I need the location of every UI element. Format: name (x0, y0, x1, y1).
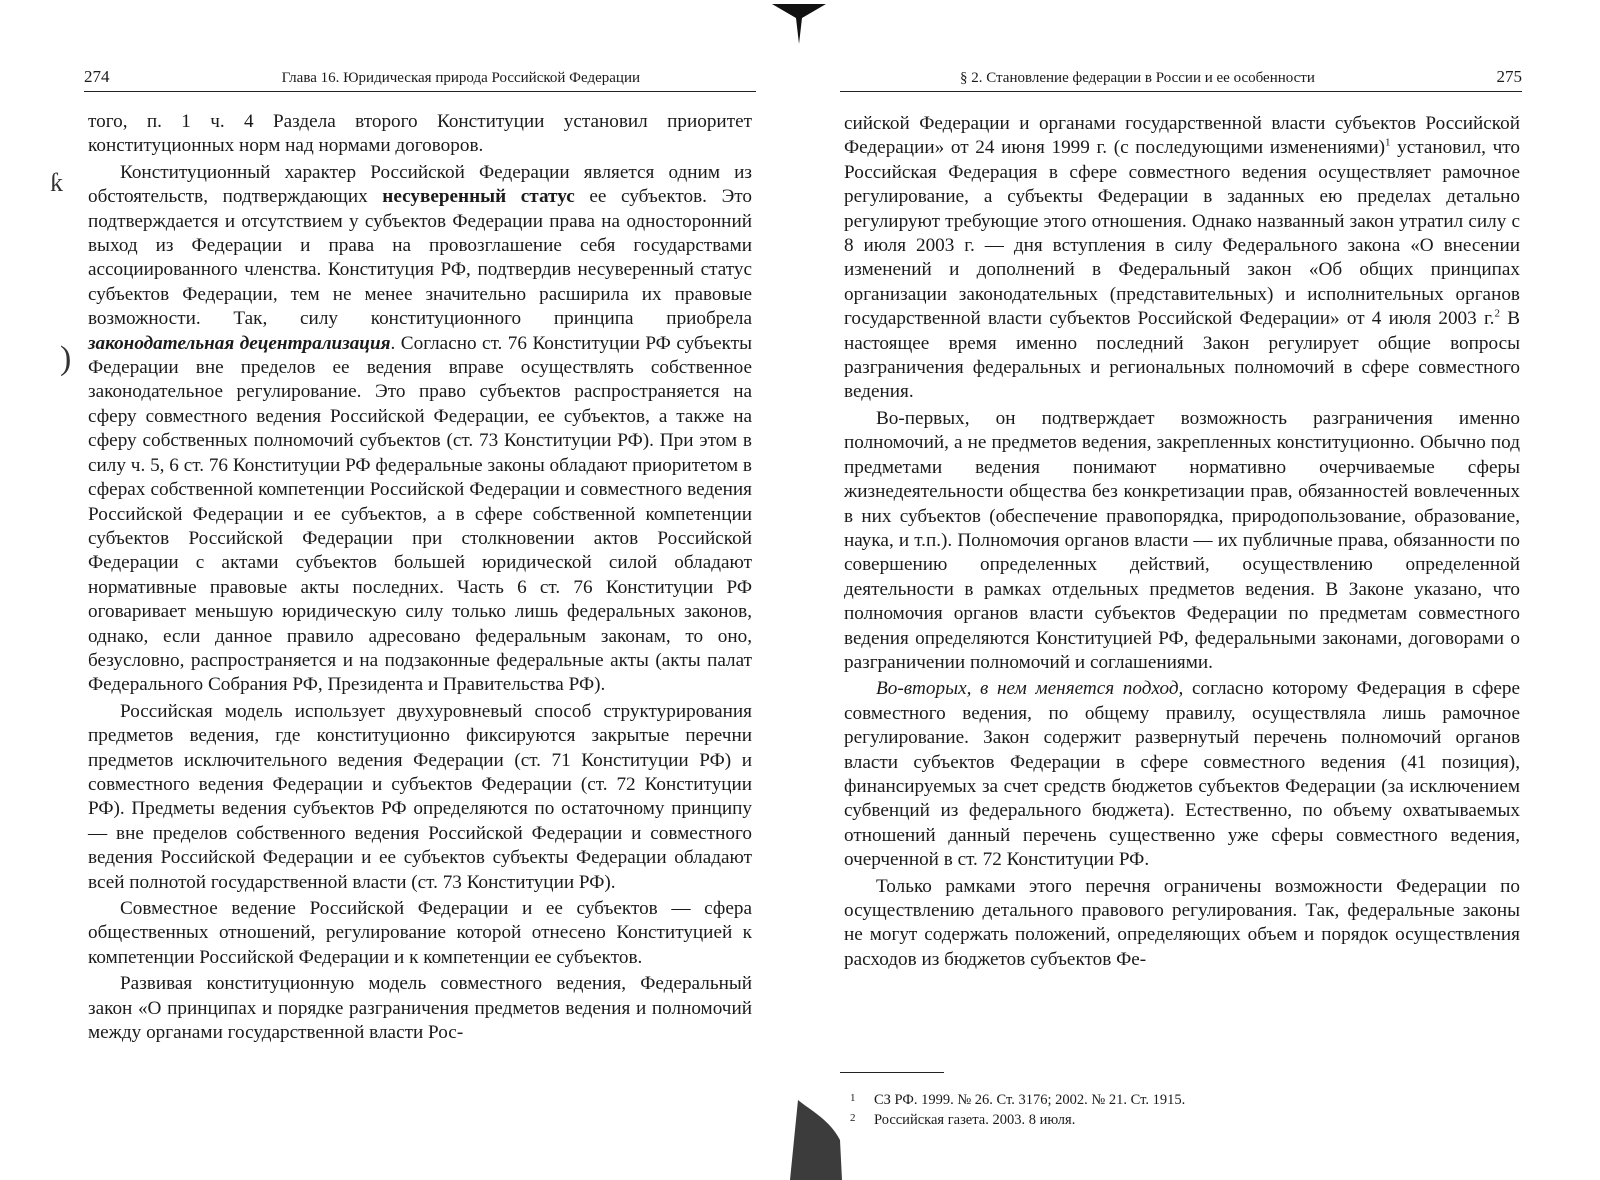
handwritten-bracket: ) (60, 340, 72, 377)
italic-run: Во-вторых, в нем меняется подход, (876, 678, 1184, 700)
paragraph (844, 677, 1520, 872)
footnote: 1 СЗ РФ. 1999. № 26. Ст. 3176; 2002. № 21. Ст. 1915. (850, 1092, 1186, 1108)
text-run: . Согласно ст. 76 Конституции РФ субъекты Федерации вне пределов ее ведения вправе осуществлять собственное законодательное регулирование. Это право субъектов распространяется на сферу совместного ведения Российской Федерации, ее субъектов, а также на сферу собственных полномочий субъектов (ст. 73 Конституции РФ). При этом в силу ч. 5, 6 ст. 76 Конституции РФ федеральные законы обладают приоритетом в сферах собственной компетенции Российской Федерации и совместного ведения Российской Федерации и ее субъектов, а в сфере собственной компетенции субъектов Российской Федерации при столкновении актов Российской Федерации с актами субъектов большей юридической силой обладают нормативные правовые акты последних. Часть 6 ст. 76 Конституции РФ оговаривает меньшую юридическую силу только лишь федеральных законов, однако, если данное правило адресовано федеральным законам, то оно, безусловно, распространяется и на подзаконные федеральные акты (акты палат Федерального Собрания РФ, Президента и Правительства РФ). (88, 332, 752, 696)
footnotes (840, 1090, 1500, 1130)
bold-italic-term: законодательная децентрализация (88, 332, 391, 354)
text-run: Конституционный характер Российской Федерации является одним из обстоятельств, подтверждающих (88, 161, 752, 208)
footnote: 2 Российская газета. 2003. 8 июля. (850, 1112, 1076, 1128)
right-page-header (840, 64, 1522, 92)
paragraph: Во-первых, он подтверждает возможность разграничения именно полномочий, а не предметов ведения, закрепленных конституционно. Обычно под предметами ведения понимают нормативно очерчиваемые сферы жизнедеятельности общества без конкретизации прав, обязанностей вовлеченных в них субъектов (обеспечение правопорядка, природопользование, образование, наука, и т.п.). Полномочия органов власти — их публичные права, обязанности по совершению определенных действий, осуществлению определенной деятельности в рамках отдельных предметов ведения. В Законе указано, что полномочия органов власти субъектов Федерации по предметам совместного ведения определяются Конституцией РФ, федеральными законами, договорами о разграничении полномочий и соглашениями. (844, 407, 1520, 673)
right-page (800, 0, 1600, 1180)
footnote-text: Российская газета. 2003. 8 июля. (874, 1112, 1076, 1128)
handwritten-mark: ƙ (50, 168, 63, 197)
footnote-divider (840, 1072, 944, 1073)
paragraph: того, п. 1 ч. 4 Раздела второго Конституции установил приоритет конституционных норм над нормами договоров. (88, 111, 752, 157)
text-run: установил, что Российская Федерация в сфере совместного ведения осуществляет рамочное регулирование, а субъекты Федерации в заданных ею пределах детально регулируют требующие этого отношения. Однако названный закон утратил силу с 8 июля 2003 г. — дня вступления в силу Федерального закона «О внесении изменений и дополнений в Федеральный закон «Об общих принципах организации законодательных (представительных) и исполнительных органов государственной власти субъектов Российской Федерации» от 4 июля 2003 г. (844, 137, 1521, 330)
text-run: ее субъектов. Это подтверждается и отсутствием у субъектов Федерации права на односторонний выход из Федерации и права на провозглашение себя государствами ассоциированного членства. Конституция РФ, подтвердив несуверенный статус субъектов Федерации, тем не менее значительно расширила их правовые возможности. Так, силу конституционного принципа приобрела (88, 186, 752, 330)
paragraph: Российская модель использует двухуровневый способ структурирования предметов ведения, где конституционно фиксируются закрытые перечни предметов исключительного ведения Федерации (ст. 71 Конституции РФ) и совместного ведения Федерации и субъектов Федерации (ст. 72 Конституции РФ). Предметы ведения субъектов РФ определяются по остаточному принципу — вне пределов собственного ведения Российской Федерации и совместного ведения Российской Федерации и ее субъектов субъекты Федерации обладают всей полнотой государственной власти (ст. 73 Конституции РФ). (88, 700, 752, 893)
paragraph: Только рамками этого перечня ограничены возможности Федерации по осуществлению детального правового регулирования. Так, федеральные законы не могут содержать положений, определяющих объем и порядок осуществления расходов из бюджетов субъектов Фе- (844, 875, 1520, 970)
paragraph: Развивая конституционную модель совместного ведения, Федеральный закон «О принципах и порядке разграничения предметов ведения и полномочий между органами государственной власти Рос- (88, 973, 752, 1044)
page-number: 275 (1496, 67, 1522, 86)
left-page-header (84, 64, 756, 92)
bold-term: несуверенный статус (382, 186, 575, 208)
text-run: сийской Федерации и органами государственной власти субъектов Российской Федерации» от 24 июня 1999 г. (с последующими изменениями) (844, 113, 1520, 159)
paragraph (844, 112, 1520, 405)
right-page-body (844, 112, 1520, 972)
text-run: В настоящее время именно последний Закон регулирует общие вопросы разграничения федеральных и региональных полномочий в сфере совместного ведения. (844, 308, 1520, 403)
running-head: § 2. Становление федерации в России и ее особенности (960, 70, 1315, 86)
page-number: 274 (84, 67, 110, 86)
left-page-body (88, 110, 752, 1045)
footnote-ref: 1 (1384, 137, 1391, 150)
footnote-ref: 2 (1494, 307, 1500, 320)
footnote-text: СЗ РФ. 1999. № 26. Ст. 3176; 2002. № 21. Ст. 1915. (874, 1092, 1186, 1108)
paragraph (88, 161, 752, 698)
running-head: Глава 16. Юридическая природа Российской Федерации (281, 70, 640, 86)
paragraph: Совместное ведение Российской Федерации и ее субъектов — сфера общественных отношений, регулирование которой отнесено Конституцией к компетенции Российской Федерации и к компетенции ее субъектов. (88, 898, 752, 968)
text-run: согласно которому Федерация в сфере совместного ведения, по общему правилу, осуществляла лишь рамочное регулирование. Закон содержит развернутый перечень полномочий органов власти субъектов Федерации в сфере совместного ведения (41 позиция), финансируемых за счет средств бюджетов субъектов Федерации (за исключением субвенций из федерального бюджета). Естественно, по объему охватываемых отношений данный перечень существенно уже сферы совместного ведения, очерченной в ст. 72 Конституции РФ. (844, 678, 1520, 871)
